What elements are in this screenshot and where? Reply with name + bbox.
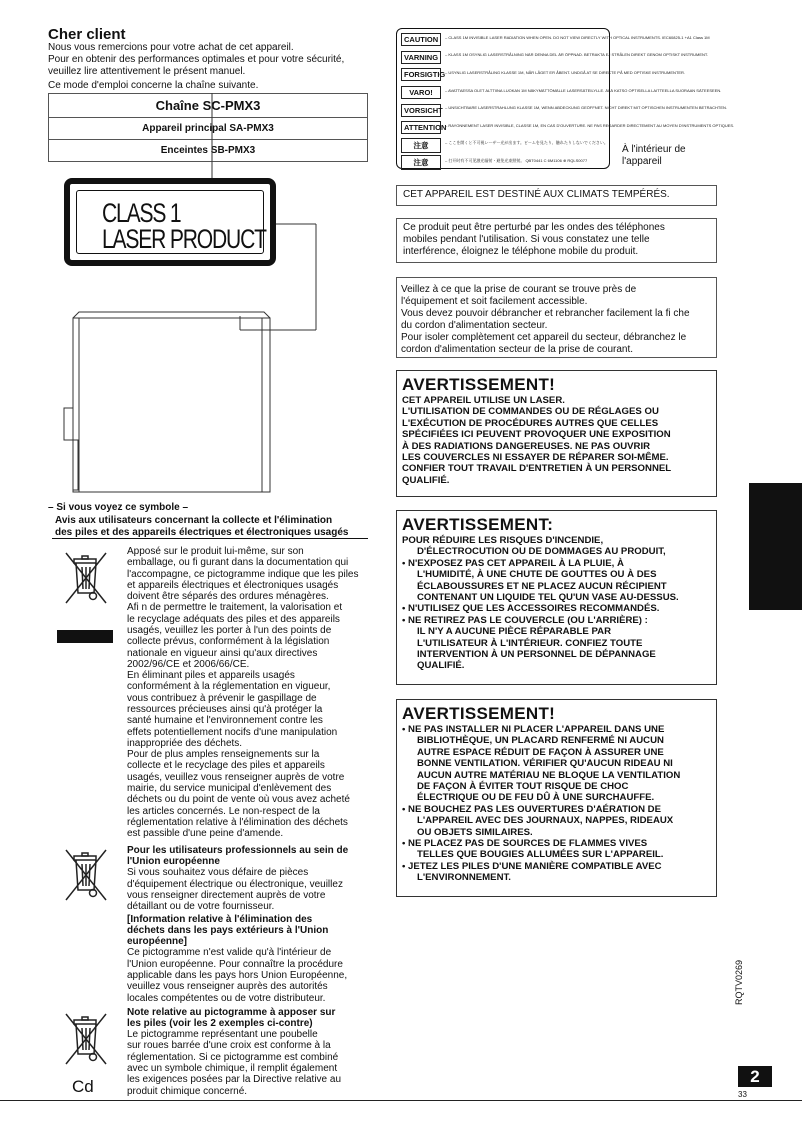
- warning-line: CONFIER TOUT TRAVAIL D'ENTRETIEN À UN PERSONNEL: [402, 463, 672, 475]
- intro-line: Pour en obtenir des performances optimales et pour votre sécurité,: [48, 54, 345, 65]
- bar-symbol: [57, 630, 113, 643]
- cadmium-symbol: Cd: [72, 1077, 94, 1096]
- body-line: le recyclage adéquats des piles et des appareils: [127, 614, 340, 625]
- sub-page-number: 33: [738, 1090, 747, 1099]
- caution-text: – UNSICHTBARE LASERSTRAHLUNG KLASSE 1M, WENN ABDECKUNG GEÖFFNET. NICHT DIREKT MIT OPTISCHEN INSTRUMENTEN BETRACHTEN.: [445, 105, 728, 111]
- body-line: mairie, du service municipal d'enlèvement des: [127, 783, 332, 794]
- warning-line: LES COUVERCLES NI ESSAYER DE RÉPARER SOI-MÊME.: [402, 452, 669, 464]
- body-line: conformément à la réglementation en vigueur,: [127, 681, 331, 692]
- intro-line: Nous vous remercions pour votre achat de cet appareil.: [48, 42, 294, 53]
- warning-line: IL N'Y A AUCUNE PIÈCE RÉPARABLE PAR: [417, 626, 611, 638]
- warning-title: AVERTISSEMENT:: [402, 515, 554, 534]
- caution-text: – 打开时有不可见激光辐射・避免光束照射。 QBT0441 C 6M1106 ⊕ RQLS0077: [445, 157, 588, 163]
- warning-line: • NE PLACEZ PAS DE SOURCES DE FLAMMES VIVES: [402, 838, 648, 850]
- main-unit-model: Appareil principal SA-PMX3: [49, 118, 368, 140]
- warning-box-laser: [396, 370, 717, 497]
- warning-line: CET APPAREIL UTILISE UN LASER.: [402, 395, 565, 406]
- document-code: RQTV0269: [734, 959, 744, 1005]
- warning-line: D'ÉLECTROCUTION OU DE DOMMAGES AU PRODUIT,: [417, 546, 666, 558]
- caution-lang-label: 注意: [401, 138, 441, 153]
- outside-title-line: [Information relative à l'élimination des: [127, 914, 313, 925]
- phone-notice: [396, 218, 717, 263]
- warning-line: AUCUN AUTRE MATÉRIAU NE BLOQUE LA VENTILATION: [417, 769, 681, 781]
- notice-line: Ce produit peut être perturbé par les ondes des téléphones: [403, 222, 665, 233]
- caution-lang-label: VARO!: [401, 86, 441, 99]
- divider: [52, 538, 368, 539]
- body-line: Pour de plus amples renseignements sur la: [127, 749, 320, 760]
- divider: [0, 1100, 802, 1101]
- notice-line: Veillez à ce que la prise de courant se trouve près de: [401, 284, 637, 295]
- model-table: [48, 93, 368, 162]
- caution-text: – KLASS 1M OSYNLIG LASERSTRÅLNING NÄR DENNA DEL ÄR ÖPPNAD. BETRAKTA EJ STRÅLEN DIREKT GENOM OPTISKT INSTRUMENT.: [445, 52, 709, 58]
- crossed-bin-icon: [62, 846, 110, 906]
- warning-line: TELLES QUE BOUGIES ALLUMÉES SUR L'APPAREIL.: [417, 849, 664, 861]
- warning-line: L'UTILISATION DE COMMANDES OU DE RÉGLAGES OU: [402, 406, 659, 418]
- body-line: collecte prévus, conformément à la législation: [127, 636, 330, 647]
- body-line: usagés, veuillez vous renseigner auprès de votre: [127, 772, 345, 783]
- notice-line: Pour isoler complètement cet appareil du secteur, débranchez le: [401, 332, 687, 343]
- warning-line: ÉLECTRIQUE OU DE FEU DÛ À UNE SURCHAUFFE.: [417, 792, 655, 804]
- caution-text: – CLASS 1M INVISIBLE LASER RADIATION WHEN OPEN. DO NOT VIEW DIRECTLY WITH OPTICAL INSTRUMENTS. IEC60825-1 +A1 Class 1M: [445, 34, 710, 40]
- laser-label-line: CLASS 1: [102, 198, 181, 228]
- warning-line: CONTENANT UN LIQUIDE TEL QU'UN VASE AU-DESSUS.: [417, 592, 679, 604]
- intro-line: Ce mode d'emploi concerne la chaîne suivante.: [48, 80, 259, 91]
- body-line: Afi n de permettre le traitement, la valorisation et: [127, 602, 343, 613]
- body-line: produit chimique concerné.: [127, 1086, 248, 1097]
- notice-line: mobiles pendant l'utilisation. Si vous constatez une telle: [403, 234, 650, 245]
- caution-lang-label: 注意: [401, 155, 441, 170]
- body-line: les exigences posées par la Directive relative au: [127, 1074, 341, 1085]
- warning-line: L'HUMIDITÉ, À UNE CHUTE DE GOUTTES OU À DES: [417, 569, 657, 581]
- notice-line: Vous devez pouvoir débrancher et rebrancher facilement la fi che: [401, 308, 690, 319]
- body-line: l'accompagne, ce pictogramme indique que les piles: [127, 569, 359, 580]
- caution-lang-label: FORSIGTIG: [401, 68, 441, 81]
- laser-class-label: [64, 178, 276, 266]
- caution-text: – ここを開くと不可視レーザー光が出ます。ビームを見たり、触れたりしないでください。: [445, 140, 608, 146]
- warning-line: AUTRE ESPACE RÉDUIT DE FAÇON À ASSURER UNE: [417, 746, 664, 758]
- caution-text: – USYNLIG LASERSTRÅLING KLASSE 1M, NÅR LÅGET ER ÅBENT. UNDGÅ AT SE DIREKTE PÅ MED OPTISKE INSTRUMENTER.: [445, 69, 686, 75]
- notice-line: CET APPAREIL EST DESTINÉ AUX CLIMATS TEMPÉRÉS.: [403, 189, 670, 200]
- caution-text: – RAYONNEMENT LASER INVISIBLE, CLASSE 1M, EN CAS D'OUVERTURE. NE PAS REGARDER DIRECTEMENT AU MOYEN D'INSTRUMENTS OPTIQUES.: [445, 122, 735, 128]
- body-line: Si vous souhaitez vous défaire de pièces: [127, 867, 309, 878]
- warning-line: SPÉCIFIÉES ICI PEUVENT PROVOQUER UNE EXPOSITION: [402, 429, 671, 441]
- warning-line: OU OBJETS SIMILAIRES.: [417, 826, 533, 838]
- warning-line: DE FAÇON À ÉVITER TOUT RISQUE DE CHOC: [417, 781, 629, 793]
- body-line: et appareils électriques et électroniques usagés: [127, 580, 339, 591]
- symbol-heading: – Si vous voyez ce symbole –: [48, 502, 189, 513]
- warning-line: • N'UTILISEZ QUE LES ACCESSOIRES RECOMMANDÉS.: [402, 603, 660, 615]
- intro-line: veuillez lire attentivement le présent manuel.: [48, 66, 246, 77]
- speaker-model: Enceintes SB-PMX3: [49, 140, 368, 162]
- caution-text: – AVATTAESSA OLET ALTTIINA LUOKAN 1M NÄKYMÄTTÖMÄLLE LASERSÄTEILYLLE. ÄLÄ KATSO OPTISELLA LAITTEELLA SUORAAN SÄTEESEEN.: [445, 87, 722, 93]
- warning-line: L'ENVIRONNEMENT.: [417, 872, 511, 884]
- body-line: l'Union européenne. Pour connaître la procédure: [127, 959, 343, 970]
- page-number: 2: [738, 1066, 772, 1087]
- warning-line: INTERVENTION À UN PERSONNEL DE DÉPANNAGE: [417, 649, 656, 661]
- body-line: locales compétentes ou de votre distributeur.: [127, 993, 326, 1004]
- body-line: détaillant ou de votre fournisseur.: [127, 901, 275, 912]
- body-line: vous contribuez à prévenir le gaspillage de: [127, 693, 317, 704]
- warning-line: L'APPAREIL AVEC DES JOURNAUX, NAPPES, RIDEAUX: [417, 815, 674, 827]
- body-line: les articles concernés. Le non-respect de la: [127, 806, 320, 817]
- body-line: emballage, ou fi gurant dans la documentation qui: [127, 557, 349, 568]
- body-line: ressources précieuses ainsi qu'à protéger la: [127, 704, 323, 715]
- laser-label-line: LASER PRODUCT: [102, 224, 266, 254]
- warning-title: AVERTISSEMENT!: [402, 704, 556, 723]
- body-line: applicable dans les pays hors Union Européenne,: [127, 970, 348, 981]
- warning-line: • JETEZ LES PILES D'UNE MANIÈRE COMPATIBLE AVEC: [402, 860, 662, 872]
- body-line: usagés, veuillez les porter à l'un des points de: [127, 625, 332, 636]
- warning-line: L'EXÉCUTION DE PROCÉDURES AUTRES QUE CELLES: [402, 417, 659, 429]
- body-line: sur roues barrée d'une croix est conforme à la: [127, 1040, 331, 1051]
- caution-lang-label: ATTENTION: [401, 121, 441, 134]
- battery-title-line: les piles (voir les 2 exemples ci-contre): [127, 1018, 313, 1029]
- pro-title-line: Pour les utilisateurs professionnels au sein de: [127, 845, 349, 856]
- battery-title-line: Note relative au pictogramme à apposer sur: [127, 1007, 336, 1018]
- warning-line: • N'EXPOSEZ PAS CET APPAREIL À LA PLUIE, À: [402, 557, 624, 569]
- climate-notice: [396, 185, 717, 206]
- inside-note-line: l'appareil: [622, 156, 662, 167]
- caution-lang-label: VARNING: [401, 51, 441, 64]
- warning-line: L'UTILISATEUR À L'INTÉRIEUR. CONFIEZ TOUTE: [417, 637, 643, 649]
- page-title: Cher client: [48, 26, 126, 43]
- body-line: En éliminant piles et appareils usagés: [127, 670, 295, 681]
- body-line: doivent être séparés des ordures ménagères.: [127, 591, 329, 602]
- warning-line: BONNE VENTILATION. VÉRIFIER QU'AUCUN RIDEAU NI: [417, 758, 673, 770]
- notice-line: cordon d'alimentation secteur de la prise de courant.: [401, 344, 634, 355]
- body-line: effets potentiellement nocifs d'une manipulation: [127, 727, 338, 738]
- body-line: veuillez vous renseigner auprès des autorités: [127, 981, 328, 992]
- notice-line: du cordon d'alimentation secteur.: [401, 320, 548, 331]
- body-line: réglementation relative à l'élimination des déchets: [127, 817, 348, 828]
- body-line: 2002/96/CE et 2006/66/CE.: [127, 659, 250, 670]
- outside-title-line: déchets dans les pays extérieurs à l'Union: [127, 925, 329, 936]
- warning-line: • NE BOUCHEZ PAS LES OUVERTURES D'AÉRATION DE: [402, 803, 662, 815]
- warning-line: BIBLIOTHÈQUE, UN PLACARD RENFERMÉ NI AUCUN: [417, 735, 664, 747]
- body-line: santé humaine et l'environnement contre les: [127, 715, 323, 726]
- body-line: Apposé sur le produit lui-même, sur son: [127, 546, 304, 557]
- notice-line: l'équipement et soit facilement accessible.: [401, 296, 588, 307]
- body-line: est passible d'une peine d'amende.: [127, 828, 284, 839]
- warning-line: À DES RADIATIONS DANGEREUSES. NE PAS OUVRIR: [402, 440, 651, 452]
- caution-lang-label: VORSICHT: [401, 104, 441, 117]
- warning-box-fire: [396, 510, 717, 685]
- body-line: Ce pictogramme n'est valide qu'à l'intérieur de: [127, 947, 332, 958]
- body-line: déchets ou du point de vente où vous avez acheté: [127, 794, 350, 805]
- crossed-bin-icon: [62, 1010, 110, 1070]
- crossed-bin-icon: [62, 549, 110, 609]
- warning-line: QUALIFIÉ.: [402, 474, 450, 486]
- warning-line: POUR RÉDUIRE LES RISQUES D'INCENDIE,: [402, 535, 604, 546]
- warning-line: ÉCLABOUSSURES ET NE PLACEZ AUCUN RÉCIPIENT: [417, 580, 667, 592]
- warning-title: AVERTISSEMENT!: [402, 375, 556, 394]
- outside-title-line: européenne]: [127, 936, 188, 947]
- warning-box-ventilation: [396, 699, 717, 897]
- body-line: d'équipement électrique ou électronique, veuillez: [127, 879, 343, 890]
- notice-line: interférence, éloignez le téléphone mobile du produit.: [403, 246, 639, 257]
- body-line: nationale en vigueur ainsi qu'aux directives: [127, 648, 318, 659]
- inside-note: [622, 144, 686, 168]
- section-tab: [749, 483, 802, 610]
- inside-note-line: À l'intérieur de: [622, 144, 686, 155]
- symbol-title-line: Avis aux utilisateurs concernant la collecte et l'élimination: [55, 515, 333, 526]
- system-model: Chaîne SC-PMX3: [49, 94, 368, 118]
- caution-lang-label: CAUTION: [401, 33, 441, 46]
- body-line: collecte et le recyclage des piles et appareils: [127, 760, 325, 771]
- body-line: réglementation. Si ce pictogramme est combiné: [127, 1052, 339, 1063]
- warning-line: QUALIFIÉ.: [417, 660, 465, 672]
- body-line: Le pictogramme représentant une poubelle: [127, 1029, 318, 1040]
- body-line: vous renseigner directement auprès de votre: [127, 890, 326, 901]
- warning-line: • NE PAS INSTALLER NI PLACER L'APPAREIL DANS UNE: [402, 724, 665, 735]
- pro-title-line: l'Union européenne: [127, 856, 220, 867]
- symbol-title-line: des piles et des appareils électriques et électroniques usagés: [55, 527, 349, 538]
- body-line: avec un symbole chimique, il remplit également: [127, 1063, 338, 1074]
- warning-line: • NE RETIREZ PAS LE COUVERCLE (OU L'ARRIÈRE) :: [402, 614, 648, 626]
- body-line: inappropriée des déchets.: [127, 738, 243, 749]
- power-notice: [396, 277, 717, 358]
